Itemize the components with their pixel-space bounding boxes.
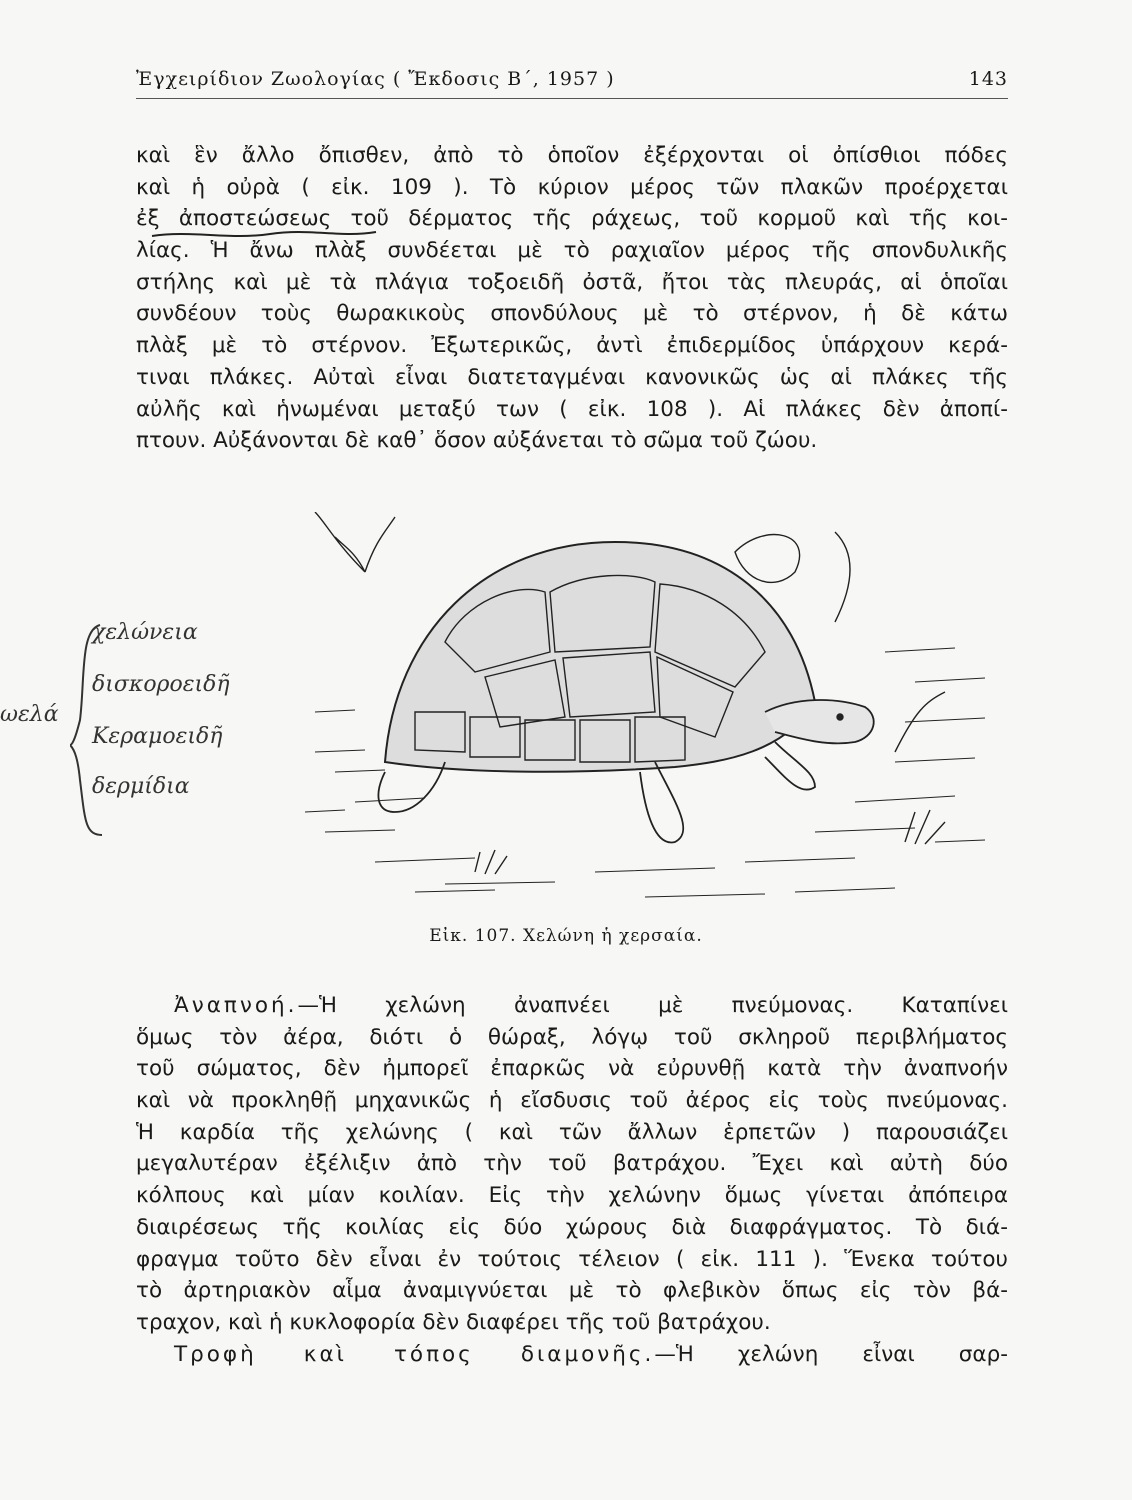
handwritten-note: δισκοροειδῆ [92,672,230,697]
text-line: καὶ ἡ οὐρὰ ( εἰκ. 109 ). Τὸ κύριον μέρος τῶν πλακῶν προέρχεται [136,174,1008,200]
text-line: συνδέουν τοὺς θωρακικοὺς σπονδύλους μὲ τὸ στέρνον, ἡ δὲ κάτω [136,301,1008,327]
text-line: κόλπους καὶ μίαν κοιλίαν. Εἰς τὴν χελώνην ὅμως γίνεται ἀπόπειρα [136,1183,1008,1209]
section-heading: Τροφὴ καὶ τόπος διαμονῆς. [174,1341,655,1367]
text-line: τοῦ σώματος, δὲν ἠμπορεῖ ἐπαρκῶς νὰ εὐρυνθῇ κατὰ τὴν ἀναπνοήν [136,1056,1008,1082]
text-line: αὐλῆς καὶ ἡνωμέναι μεταξύ των ( εἰκ. 108 ). Αἱ πλάκες δὲν ἀποπί- [136,396,1008,422]
text-line [136,1339,1008,1371]
text-line: τὸ ἀρτηριακὸν αἷμα ἀναμιγνύεται μὲ τὸ φλεβικὸν ὅπως εἰς τὸν βά- [136,1278,1008,1304]
text-line: λίας. Ἡ ἄνω πλὰξ συνδέεται μὲ τὸ ραχιαῖον μέρος τῆς σπονδυλικῆς [136,238,1008,264]
book-title: Ἐγχειρίδιον Ζωολογίας ( Ἔκδοσις Β΄, 1957 ) [136,68,615,90]
text-line: ἐξ ἀποστεώσεως τοῦ δέρματος τῆς ράχεως, τοῦ κορμοῦ καὶ τῆς κοι- [136,206,1008,232]
text-line: διαιρέσεως τῆς κοιλίας εἰς δύο χώρους διὰ διαφράγματος. Τὸ διά- [136,1214,1008,1240]
text-line: Ἡ καρδία τῆς χελώνης ( καὶ τῶν ἄλλων ἑρπετῶν ) παρουσιάζει [136,1119,1008,1145]
text-run: —Ἡ χελώνη ἀναπνέει μὲ πνεύμονας. Καταπίνει [297,993,1008,1018]
text-line: μεγαλυτέραν ἐξέλιξιν ἀπὸ τὴν τοῦ βατράχου. Ἔχει καὶ αὐτὴ δύο [136,1151,1008,1177]
page-number: 143 [968,68,1008,90]
text-run: —Ἡ χελώνη εἶναι σαρ- [654,1341,1008,1367]
paragraph-respiration [136,990,1008,1370]
text-line [136,990,1008,1022]
handwritten-note: Κεραμοειδῆ [92,724,223,749]
tortoise-illustration [295,512,995,910]
running-head [136,62,1008,99]
text-line: ὅμως τὸν ἀέρα, διότι ὁ θώραξ, λόγῳ τοῦ σκληροῦ περιβλήματος [136,1024,1008,1050]
section-heading: Ἀναπνοή. [174,993,298,1018]
handwritten-margin-notes [0,610,300,850]
text-line: τραχον, καὶ ἡ κυκλοφορία δὲν διαφέρει τῆς τοῦ βατράχου. [136,1309,771,1335]
handwritten-note: χελώνεια [92,620,198,645]
text-line: πλὰξ μὲ τὸ στέρνον. Ἐξωτερικῶς, ἀντὶ ἐπιδερμίδος ὑπάρχουν κερά- [136,333,1008,359]
text-line: καὶ ἓν ἄλλο ὄπισθεν, ἀπὸ τὸ ὁποῖον ἐξέρχονται οἱ ὀπίσθιοι πόδες [136,143,1008,168]
text-line: τιναι πλάκες. Αὐταὶ εἶναι διατεταγμέναι κανονικῶς ὡς αἱ πλάκες τῆς [136,364,1008,390]
figure-caption: Εἰκ. 107. Χελώνη ἡ χερσαία. [429,926,703,946]
text-line: φραγμα τοῦτο δὲν εἶναι ἐν τούτοις τέλειον ( εἰκ. 111 ). Ἕνεκα τούτου [136,1246,1008,1272]
text-line: καὶ νὰ προκληθῇ μηχανικῶς ἡ εἴσδυσις τοῦ ἀέρος εἰς τοὺς πνεύμονας. [136,1088,1008,1114]
text-line: πτουν. Αὐξάνονται δὲ καθ᾽ ὅσον αὐξάνεται τὸ σῶμα τοῦ ζώου. [136,428,818,454]
handwritten-note-left: ωελά [0,702,59,727]
handwritten-underline [150,228,380,242]
text-line: στήλης καὶ μὲ τὰ πλάγια τοξοειδῆ ὀστᾶ, ἤτοι τὰς πλευράς, αἱ ὁποῖαι [136,269,1008,295]
paragraph-shell [136,140,1008,457]
handwritten-note: δερμίδια [92,774,190,799]
